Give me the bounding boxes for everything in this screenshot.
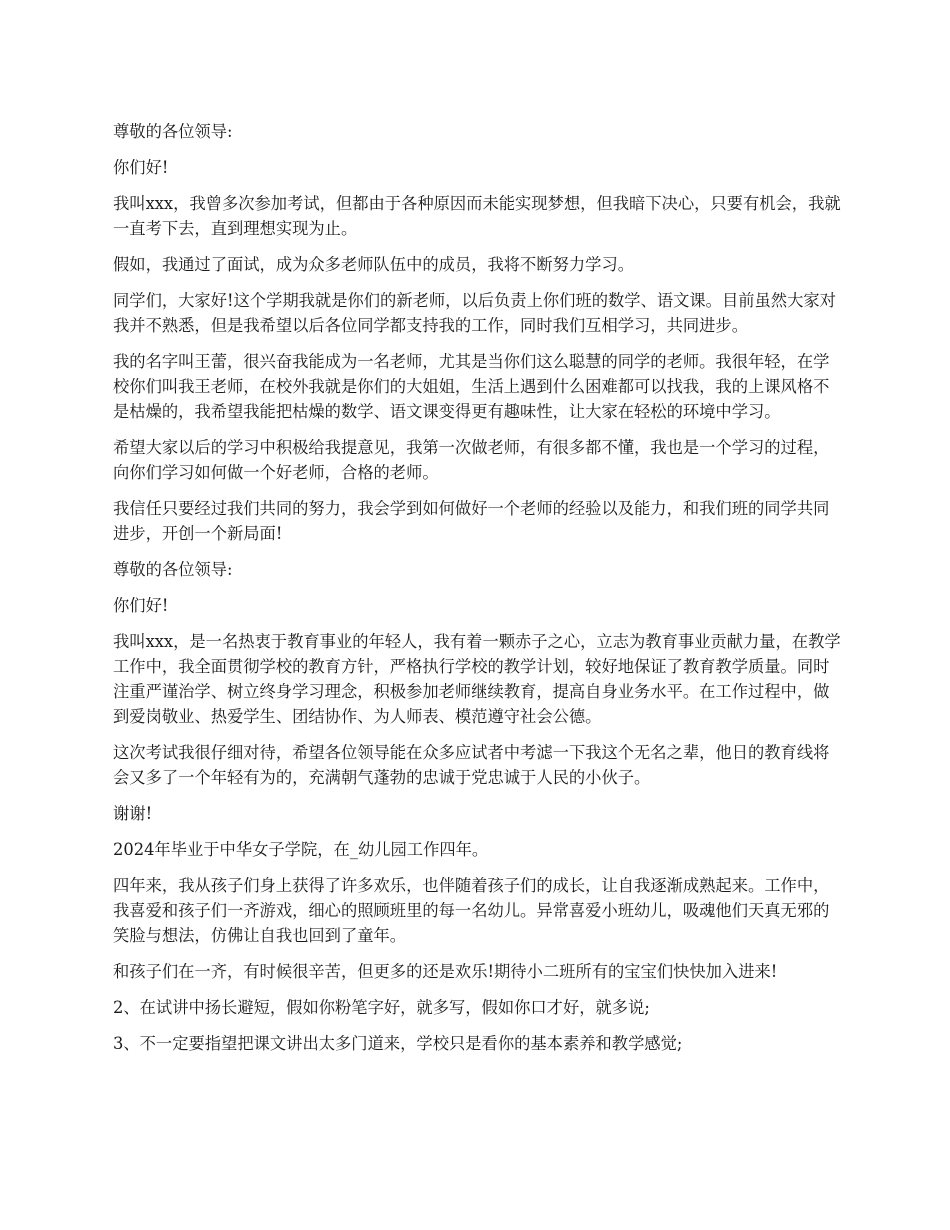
paragraph: 2024年毕业于中华女子学院，在_幼儿园工作四年。 <box>113 840 489 859</box>
greeting: 你们好! <box>113 158 169 177</box>
paragraph: 希望大家以后的学习中积极给我提意见，我第一次做老师，有很多都不懂，我也是一个学习的过程，向你们学习如何做一个好老师，合格的老师。 <box>113 438 830 482</box>
paragraph: 我信任只要经过我们共同的努力，我会学到如何做好一个老师的经验以及能力，和我们班的同学共同进步，开创一个新局面! <box>113 499 830 543</box>
list-item: 2、在试讲中扬长避短，假如你粉笔字好，就多写，假如你口才好，就多说; <box>113 998 650 1017</box>
paragraph: 我的名字叫王蕾，很兴奋我能成为一名老师，尤其是当你们这么聪慧的同学的老师。我很年轻，在学校你们叫我王老师，在校外我就是你们的大姐姐，生活上遇到什么困难都可以找我，我的上课风格不是枯燥的，我希望我能把枯燥的数学、语文课变得更有趣味性，让大家在轻松的环境中学习。 <box>113 352 830 421</box>
paragraph: 同学们，大家好!这个学期我就是你们的新老师，以后负责上你们班的数学、语文课。目前虽然大家对我并不熟悉，但是我希望以后各位同学都支持我的工作，同时我们互相学习，共同进步。 <box>113 291 836 335</box>
salutation: 尊敬的各位领导: <box>113 122 233 141</box>
greeting: 你们好! <box>113 596 169 615</box>
closing: 谢谢! <box>113 804 153 823</box>
paragraph: 我叫xxx，是一名热衷于教育事业的年轻人，我有着一颗赤子之心，立志为教育事业贡献力量，在教学工作中，我全面贯彻学校的教育方针，严格执行学校的教学计划，较好地保证了教育教学质量。同时注重严谨治学、树立终身学习理念，积极参加老师继续教育，提高自身业务水平。在工作过程中，做到爱岗敬业、热爱学生、团结协作、为人师表、模范遵守社会公德。 <box>113 632 841 726</box>
paragraph: 和孩子们在一齐，有时候很辛苦，但更多的还是欢乐!期待小二班所有的宝宝们快快加入进来! <box>113 962 778 981</box>
list-item: 3、不一定要指望把课文讲出太多门道来，学校只是看你的基本素养和教学感觉; <box>113 1034 683 1053</box>
paragraph: 假如，我通过了面试，成为众多老师队伍中的成员，我将不断努力学习。 <box>113 255 635 274</box>
document-body <box>113 119 843 1067</box>
paragraph: 四年来，我从孩子们身上获得了许多欢乐，也伴随着孩子们的成长，让自我逐渐成熟起来。工作中，我喜爱和孩子们一齐游戏，细心的照顾班里的每一名幼儿。异常喜爱小班幼儿，吸魂他们天真无邪的笑脸与想法，仿佛让自我也回到了童年。 <box>113 876 830 945</box>
salutation: 尊敬的各位领导: <box>113 560 233 579</box>
paragraph: 我叫xxx，我曾多次参加考试，但都由于各种原因而未能实现梦想，但我暗下决心，只要有机会，我就一直考下去，直到理想实现为止。 <box>113 194 841 238</box>
paragraph: 这次考试我很仔细对待，希望各位领导能在众多应试者中考滤一下我这个无名之辈，他日的教育线将会又多了一个年轻有为的，充满朝气蓬勃的忠诚于党忠诚于人民的小伙子。 <box>113 743 830 787</box>
